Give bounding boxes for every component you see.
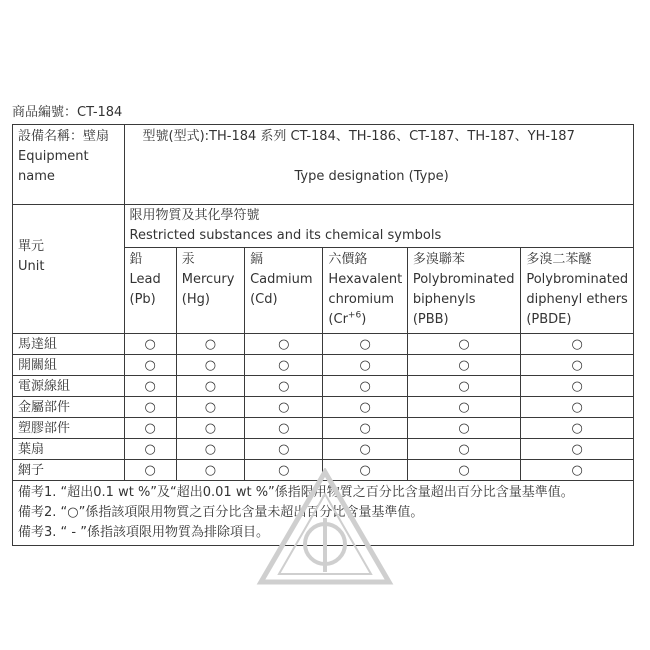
- table-row: [13, 418, 634, 439]
- mark-cell: ○: [323, 376, 407, 397]
- substance-pbb: 多溴聯苯 Polybrominated biphenyls (PBB): [407, 248, 521, 334]
- substance-cadmium: 鎘 Cadmium (Cd): [245, 248, 323, 334]
- mark-cell: ○: [407, 376, 521, 397]
- mark-cell: ○: [176, 418, 244, 439]
- mark-cell: ○: [521, 376, 634, 397]
- mark-cell: ○: [176, 460, 244, 481]
- table-row: [13, 439, 634, 460]
- mark-cell: ○: [407, 460, 521, 481]
- mark-cell: ○: [124, 334, 176, 355]
- mark-cell: ○: [124, 460, 176, 481]
- mark-cell: ○: [407, 397, 521, 418]
- unit-en: Unit: [18, 259, 45, 274]
- equipment-name-en: Equipment name: [18, 149, 89, 184]
- mark-cell: ○: [245, 439, 323, 460]
- row-label: 葉扇: [13, 439, 125, 460]
- mark-cell: ○: [521, 397, 634, 418]
- mark-cell: ○: [407, 355, 521, 376]
- substance-lead: 鉛 Lead (Pb): [124, 248, 176, 334]
- restricted-en: Restricted substances and its chemical symbols: [129, 228, 442, 243]
- substance-mercury: 汞 Mercury (Hg): [176, 248, 244, 334]
- mark-cell: ○: [124, 397, 176, 418]
- mark-cell: ○: [245, 376, 323, 397]
- substance-pbde: 多溴二苯醚 Polybrominated diphenyl ethers (PBDE): [521, 248, 634, 334]
- mark-cell: ○: [176, 355, 244, 376]
- mark-cell: ○: [245, 460, 323, 481]
- mark-cell: ○: [521, 334, 634, 355]
- row-label: 金屬部件: [13, 397, 125, 418]
- mark-cell: ○: [323, 418, 407, 439]
- mark-cell: ○: [124, 418, 176, 439]
- mark-cell: ○: [245, 418, 323, 439]
- restricted-zh: 限用物質及其化學符號: [129, 208, 260, 223]
- mark-cell: ○: [323, 355, 407, 376]
- mark-cell: ○: [323, 334, 407, 355]
- mark-cell: ○: [521, 439, 634, 460]
- mark-cell: ○: [124, 355, 176, 376]
- restricted-substances-cell: [124, 205, 633, 248]
- row-label: 塑膠部件: [13, 418, 125, 439]
- row-label: 馬達組: [13, 334, 125, 355]
- mark-cell: ○: [124, 439, 176, 460]
- table-row: [13, 397, 634, 418]
- type-designation-cell: [124, 125, 633, 205]
- unit-cell: [13, 205, 125, 334]
- mark-cell: ○: [521, 418, 634, 439]
- type-designation-zh: 型號(型式):TH-184 系列 CT-184、TH-186、CT-187、TH-187、YH-187: [142, 129, 575, 144]
- product-code: 商品編號：CT-184: [12, 105, 123, 120]
- table-row: [13, 460, 634, 481]
- restricted-row: [13, 205, 634, 248]
- mark-cell: ○: [245, 355, 323, 376]
- unit-zh: 單元: [18, 239, 45, 254]
- notes-row: [13, 481, 634, 546]
- row-label: 網子: [13, 460, 125, 481]
- header-row: [13, 125, 634, 205]
- rohs-table: [12, 124, 634, 546]
- table-row: [13, 376, 634, 397]
- note-2: 備考2. “○”係指該項限用物質之百分比含量未超出百分比含量基準值。: [18, 505, 424, 520]
- mark-cell: ○: [521, 460, 634, 481]
- mark-cell: ○: [323, 439, 407, 460]
- mark-cell: ○: [407, 439, 521, 460]
- notes-cell: [13, 481, 634, 546]
- mark-cell: ○: [407, 418, 521, 439]
- row-label: 電源線組: [13, 376, 125, 397]
- note-1: 備考1. “超出0.1 wt %”及“超出0.01 wt %”係指限用物質之百分比含量超出百分比含量基準值。: [18, 485, 574, 500]
- mark-cell: ○: [176, 376, 244, 397]
- substance-hexavalent-chromium: 六價鉻 Hexavalent chromium $(Cr^{+6})$: [323, 248, 407, 334]
- mark-cell: ○: [176, 334, 244, 355]
- type-designation-en: Type designation (Type): [294, 169, 449, 184]
- note-3: 備考3. “ - ”係指該項限用物質為排除項目。: [18, 525, 269, 540]
- equipment-name-zh: 設備名稱：壁扇: [18, 129, 110, 144]
- mark-cell: ○: [176, 397, 244, 418]
- mark-cell: ○: [407, 334, 521, 355]
- mark-cell: ○: [323, 460, 407, 481]
- table-row: [13, 355, 634, 376]
- chromium-symbol: $(Cr^{+6})$: [328, 310, 367, 327]
- mark-cell: ○: [245, 334, 323, 355]
- equipment-name-cell: [13, 125, 125, 205]
- table-row: [13, 334, 634, 355]
- mark-cell: ○: [245, 397, 323, 418]
- row-label: 開關組: [13, 355, 125, 376]
- mark-cell: ○: [176, 439, 244, 460]
- mark-cell: ○: [124, 376, 176, 397]
- mark-cell: ○: [521, 355, 634, 376]
- mark-cell: ○: [323, 397, 407, 418]
